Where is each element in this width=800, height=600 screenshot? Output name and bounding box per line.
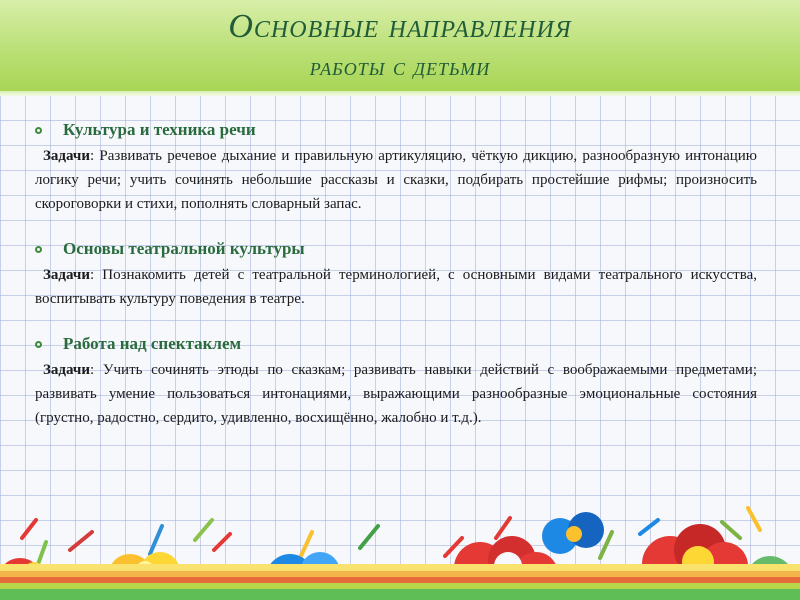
tasks-text: : Познакомить детей с театральной терминологией, с основными видами театрального искусства, воспитывать культуру поведения в театре.: [35, 267, 757, 307]
tasks-text: : Развивать речевое дыхание и правильную артикуляцию, чёткую дикцию, разнообразную интонацию логику речи; учить сочинять небольшие рассказы и сказки, подбирать простейшие рифмы; произносить скороговорки и стихи, пополнять словарный запас.: [35, 148, 757, 212]
section-heading-text: Основы театральной культуры: [63, 239, 305, 258]
bullet-icon: [35, 127, 42, 134]
section-heading-text: Культура и техника речи: [63, 120, 256, 139]
flower-decoration: [0, 480, 800, 600]
section-theatre-culture: [35, 237, 765, 311]
tasks-label: Задачи: [43, 267, 91, 283]
section-body: [35, 358, 765, 430]
section-heading: [35, 237, 765, 261]
section-body: [35, 144, 765, 216]
content-area: [35, 118, 765, 451]
tasks-text: : Учить сочинять этюды по сказкам; развивать навыки действий с воображаемыми предметами; развивать умение пользоваться интонациями, выражающими разнообразные эмоциональные состояния (грустно, радостно, сердито, удивленно, восхищённо, жалобно и т.д.).: [35, 362, 757, 426]
section-heading: [35, 332, 765, 356]
page-title-line-2: работы с детьми: [309, 52, 491, 81]
section-body: [35, 263, 765, 311]
flower-blue-right: [542, 512, 604, 554]
bullet-icon: [35, 246, 42, 253]
tasks-label: Задачи: [43, 362, 91, 378]
tasks-label: Задачи: [43, 148, 91, 164]
header-band: [0, 0, 800, 96]
page-title-line-1: Основные направления: [228, 8, 572, 45]
rainbow-stripe: [0, 564, 800, 600]
bullet-icon: [35, 341, 42, 348]
section-performance: [35, 332, 765, 430]
section-heading-text: Работа над спектаклем: [63, 334, 242, 353]
section-speech: [35, 118, 765, 216]
section-heading: [35, 118, 765, 142]
